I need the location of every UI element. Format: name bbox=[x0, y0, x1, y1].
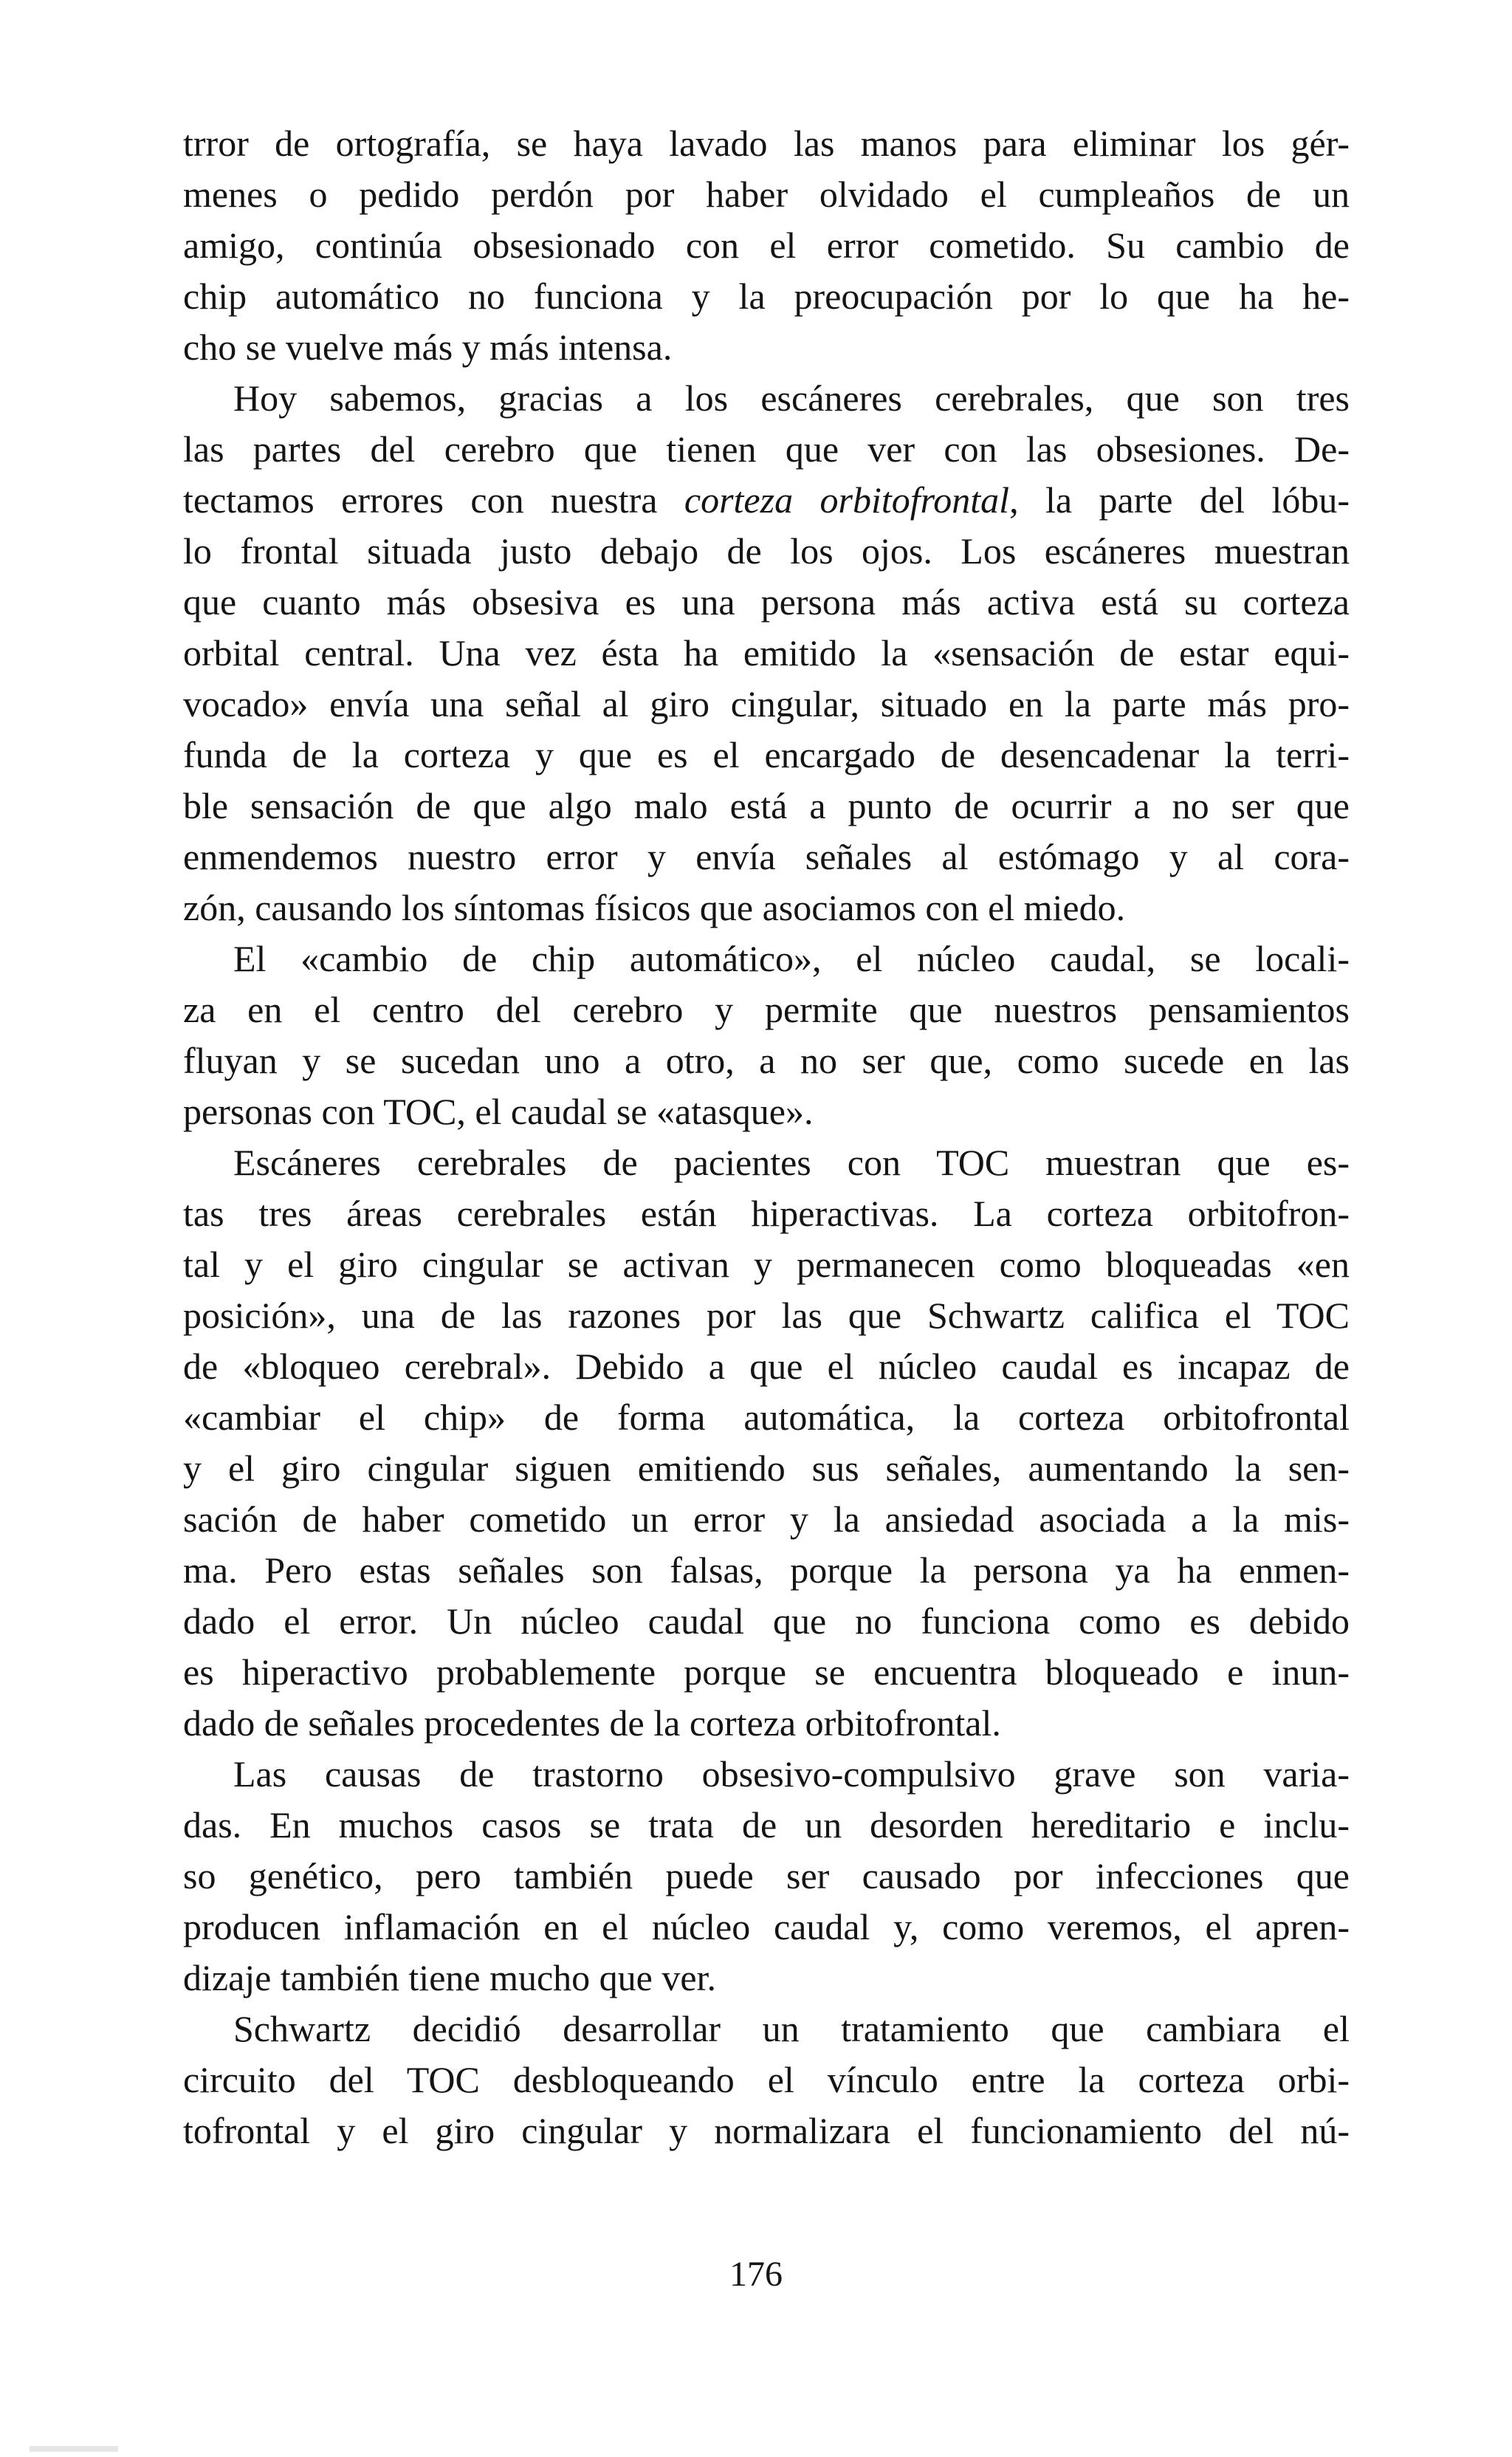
text-line: es hiperactivo probablemente porque se encuentra bloqueado e inun- bbox=[183, 1651, 1350, 1693]
text-line: fluyan y se sucedan uno a otro, a no ser que, como sucede en las bbox=[183, 1040, 1350, 1081]
text-line: posición», una de las razones por las que Schwartz califica el TOC bbox=[183, 1295, 1350, 1336]
text-line: las partes del cerebro que tienen que ver con las obsesiones. De- bbox=[183, 428, 1350, 470]
body-text bbox=[183, 118, 1350, 2156]
text-line: y el giro cingular siguen emitiendo sus señales, aumentando la sen- bbox=[183, 1447, 1350, 1489]
page-number: 176 bbox=[729, 2255, 783, 2294]
text-line: Schwartz decidió desarrollar un tratamiento que cambiara el bbox=[233, 2008, 1350, 2049]
text-line: amigo, continúa obsesionado con el error cometido. Su cambio de bbox=[183, 225, 1350, 266]
text-line: El «cambio de chip automático», el núcleo caudal, se locali- bbox=[233, 938, 1350, 979]
text-line: producen inflamación en el núcleo caudal y, como veremos, el apren- bbox=[183, 1906, 1350, 1947]
text-line: dado de señales procedentes de la corteza orbitofrontal. bbox=[183, 1702, 1001, 1744]
text-line: «cambiar el chip» de forma automática, la corteza orbitofrontal bbox=[183, 1397, 1350, 1438]
text-line: zón, causando los síntomas físicos que asociamos con el miedo. bbox=[183, 887, 1126, 928]
text-line: so genético, pero también puede ser causado por infecciones que bbox=[183, 1855, 1350, 1896]
text-line: lo frontal situada justo debajo de los ojos. Los escáneres muestran bbox=[183, 530, 1350, 572]
text-line: trror de ortografía, se haya lavado las manos para eliminar los gér- bbox=[183, 123, 1350, 164]
text-line: Las causas de trastorno obsesivo-compulsivo grave son varia- bbox=[233, 1753, 1350, 1795]
text-line: cho se vuelve más y más intensa. bbox=[183, 326, 673, 368]
text-line: tas tres áreas cerebrales están hiperactivas. La corteza orbitofron- bbox=[183, 1193, 1350, 1234]
text-line: orbital central. Una vez ésta ha emitido la «sensación de estar equi- bbox=[183, 632, 1350, 674]
text-line: enmendemos nuestro error y envía señales al estómago y al cora- bbox=[183, 836, 1350, 877]
text-line: das. En muchos casos se trata de un desorden hereditario e inclu- bbox=[183, 1804, 1350, 1846]
text-line: za en el centro del cerebro y permite que nuestros pensamientos bbox=[183, 989, 1350, 1030]
text-line: de «bloqueo cerebral». Debido a que el núcleo caudal es incapaz de bbox=[183, 1346, 1350, 1387]
text-line: dado el error. Un núcleo caudal que no funciona como es debido bbox=[183, 1600, 1350, 1642]
italic-term: corteza orbitofrontal bbox=[684, 479, 1010, 521]
text-line: menes o pedido perdón por haber olvidado el cumpleaños de un bbox=[183, 174, 1350, 215]
text-line: que cuanto más obsesiva es una persona más activa está su corteza bbox=[183, 581, 1350, 623]
text-line: personas con TOC, el caudal se «atasque». bbox=[183, 1091, 814, 1132]
text-line: dizaje también tiene mucho que ver. bbox=[183, 1957, 716, 1998]
text-line: circuito del TOC desbloqueando el vínculo entre la corteza orbi- bbox=[183, 2059, 1350, 2100]
scan-artifact bbox=[30, 2446, 118, 2452]
text-line: funda de la corteza y que es el encargado de desencadenar la terri- bbox=[183, 734, 1350, 775]
text-line: tal y el giro cingular se activan y permanecen como bloqueadas «en bbox=[183, 1244, 1350, 1285]
text-line: tofrontal y el giro cingular y normalizara el funcionamiento del nú- bbox=[183, 2110, 1350, 2151]
text-line: vocado» envía una señal al giro cingular, situado en la parte más pro- bbox=[183, 683, 1350, 724]
text-line: sación de haber cometido un error y la ansiedad asociada a la mis- bbox=[183, 1498, 1350, 1540]
text-line: ble sensación de que algo malo está a punto de ocurrir a no ser que bbox=[183, 785, 1350, 826]
text-line: tectamos errores con nuestra corteza orbitofrontal, la parte del lóbu- bbox=[183, 479, 1350, 521]
text-line: chip automático no funciona y la preocupación por lo que ha he- bbox=[183, 275, 1350, 317]
text-line: Hoy sabemos, gracias a los escáneres cerebrales, que son tres bbox=[233, 377, 1350, 419]
text-line: ma. Pero estas señales son falsas, porque la persona ya ha enmen- bbox=[183, 1549, 1350, 1591]
text-line: Escáneres cerebrales de pacientes con TOC muestran que es- bbox=[233, 1142, 1350, 1183]
